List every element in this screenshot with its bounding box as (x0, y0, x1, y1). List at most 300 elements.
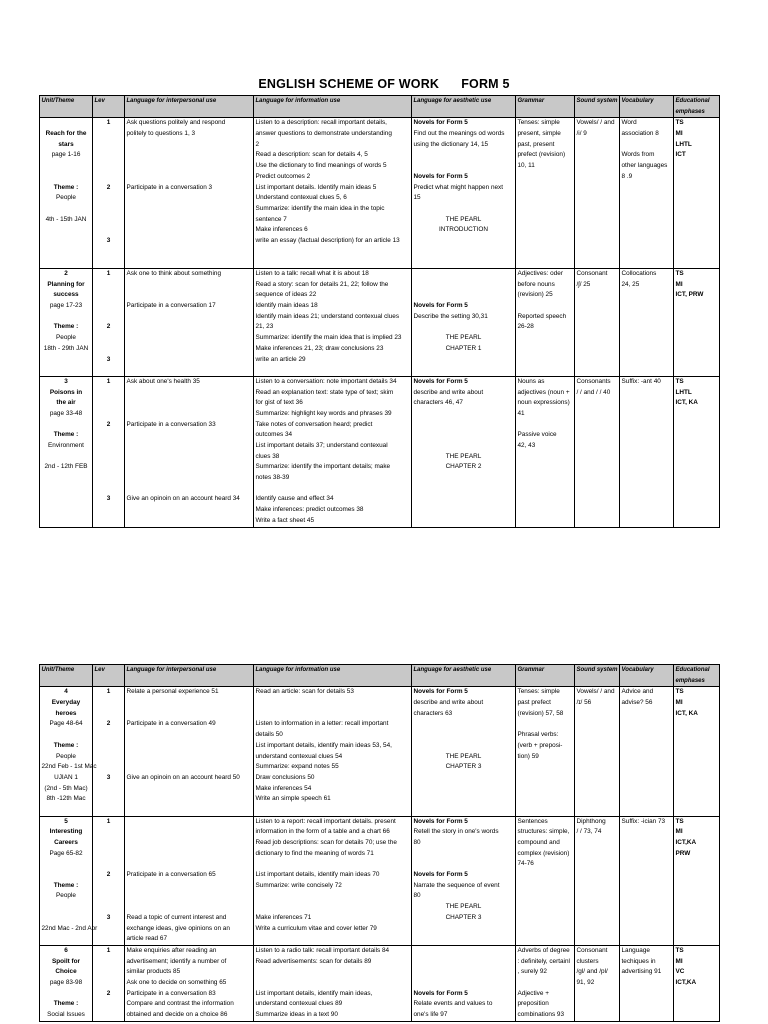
information-cell (254, 687, 412, 816)
cell-line: LHTL (675, 140, 692, 148)
cell-line (518, 494, 573, 505)
cell-line (676, 719, 718, 730)
cell-line: 2nd - 12th FEB (44, 463, 88, 471)
cell-line (676, 193, 718, 204)
cell-line: Novels for Form 5 (413, 172, 468, 180)
cell-line (577, 805, 618, 816)
cell-line: describe and write about (413, 388, 484, 396)
cell-line: sequence of ideas 22 (255, 291, 317, 299)
cell-line (622, 290, 672, 301)
unit-theme-cell (40, 376, 93, 527)
cell-line: Take notes of conversation heard; predict (255, 420, 373, 428)
cell-line: Read a description: scan for details 4, 5 (255, 151, 368, 159)
grammar-cell (516, 118, 575, 269)
cell-line (127, 333, 252, 344)
cell-line (676, 355, 718, 366)
cell-line (577, 741, 618, 752)
cell-line: TS (675, 270, 684, 278)
cell-line (577, 989, 618, 1000)
cell-line (622, 462, 672, 473)
cell-line (676, 494, 718, 505)
cell-line (127, 849, 252, 860)
cell-line (414, 355, 514, 366)
cell-line (414, 161, 514, 172)
unit-row (40, 269, 720, 377)
cell-line: Theme : (53, 881, 79, 889)
cell-line (676, 784, 718, 795)
cell-line: Ask questions politely and respond (126, 119, 226, 127)
cell-line (127, 193, 252, 204)
cell-line (127, 388, 252, 399)
cell-line (577, 257, 618, 268)
cell-line (414, 957, 514, 968)
cell-line (414, 967, 514, 978)
cell-line (127, 398, 252, 409)
cell-line (577, 913, 618, 924)
cell-line (256, 247, 410, 258)
cell-line: 18th - 29th JAN (43, 344, 89, 352)
cell-line (577, 838, 618, 849)
header-cell: Sound system (575, 665, 620, 687)
cell-line (95, 827, 123, 838)
cell-line (622, 365, 672, 376)
cell-line: past, present (517, 140, 555, 148)
cell-line (95, 388, 123, 399)
cell-line (518, 719, 573, 730)
cell-line (676, 870, 718, 881)
cell-line (577, 752, 618, 763)
interpersonal-cell (125, 816, 254, 945)
cell-line: 22nd Feb - 1st Mac (41, 763, 97, 771)
cell-line (42, 355, 91, 366)
cell-line (577, 719, 618, 730)
cell-line: Read a topic of current interest and (126, 913, 227, 921)
cell-line (518, 924, 573, 935)
cell-line (676, 409, 718, 420)
cell-line (414, 978, 514, 989)
cell-line (127, 881, 252, 892)
cell-line: details 50 (255, 731, 283, 739)
cell-line: clues 38 (255, 452, 280, 460)
grammar-cell (516, 376, 575, 527)
cell-line: 2 (106, 323, 111, 331)
cell-line (622, 838, 672, 849)
cell-line (577, 773, 618, 784)
cell-line (127, 225, 252, 236)
cell-line: Spoilt for (51, 957, 81, 965)
cell-line (42, 247, 91, 258)
cell-line: Summarize: identify the main idea that is implied 23 (255, 334, 402, 342)
cell-line (127, 344, 252, 355)
cell-line (518, 891, 573, 902)
cell-line (42, 484, 91, 495)
cell-line (127, 741, 252, 752)
cell-line (622, 849, 672, 860)
cell-line (414, 934, 514, 945)
cell-line: Reported speech (517, 312, 567, 320)
cell-line (95, 150, 123, 161)
cell-line (622, 902, 672, 913)
cell-line: Write an simple speech 61 (255, 795, 331, 803)
cell-line (127, 215, 252, 226)
cell-line (42, 505, 91, 516)
cell-line (577, 505, 618, 516)
cell-line: the air (56, 399, 76, 407)
cell-line (256, 934, 410, 945)
cell-line: Make enquiries after reading an (126, 946, 217, 954)
cell-line (414, 516, 514, 527)
cell-line (577, 365, 618, 376)
cell-line (676, 473, 718, 484)
cell-line (518, 805, 573, 816)
cell-line: 74-76 (517, 860, 534, 868)
cell-line (622, 257, 672, 268)
cell-line: Predict what might happen next (413, 183, 504, 191)
cell-line (622, 1010, 672, 1021)
cell-line: Choice (55, 968, 77, 976)
cell-line (95, 247, 123, 258)
cell-line: Use the dictionary to find meanings of words 5 (255, 162, 387, 170)
cell-line: page 17-23 (49, 302, 83, 310)
cell-line (577, 730, 618, 741)
cell-line (42, 989, 91, 1000)
cell-line (676, 999, 718, 1010)
cell-line (95, 365, 123, 376)
cell-line (676, 215, 718, 226)
cell-line (518, 333, 573, 344)
cell-line (622, 322, 672, 333)
cell-line (577, 247, 618, 258)
cell-line: /ʃ/ 25 (576, 280, 591, 288)
cell-line (95, 333, 123, 344)
cell-line: Summarize: write concisely 72 (255, 881, 342, 889)
cell-line (622, 344, 672, 355)
cell-line: Describe the setting 30,31 (413, 312, 488, 320)
cell-line: 41 (517, 409, 525, 417)
cell-line (414, 150, 514, 161)
cell-line (622, 484, 672, 495)
cell-line: Passive voice (517, 431, 557, 439)
cell-line (518, 193, 573, 204)
cell-line (127, 204, 252, 215)
cell-line (95, 161, 123, 172)
cell-line: 1 (106, 377, 111, 385)
cell-line (256, 709, 410, 720)
cell-line: Adjectives: oder (517, 270, 563, 278)
cell-line: past prefect (517, 699, 551, 707)
cell-line (414, 365, 514, 376)
cell-line (256, 859, 410, 870)
cell-line: /ɪ/ 56 (576, 699, 592, 707)
level-cell (93, 269, 125, 377)
cell-line: Vowels/ / and (576, 119, 615, 127)
cell-line (676, 881, 718, 892)
cell-line (676, 247, 718, 258)
cell-line: obtained and decide on a choice 86 (126, 1011, 228, 1019)
cell-line (414, 784, 514, 795)
cell-line (127, 365, 252, 376)
information-cell (254, 118, 412, 269)
cell-line (95, 280, 123, 291)
cell-line: CHAPTER 1 (445, 344, 482, 352)
cell-line: Predict outcomes 2 (255, 172, 311, 180)
cell-line (95, 473, 123, 484)
cell-line: Theme : (53, 1000, 79, 1008)
cell-line (577, 290, 618, 301)
cell-line (577, 494, 618, 505)
cell-line (577, 452, 618, 463)
cell-line (95, 784, 123, 795)
cell-line (577, 859, 618, 870)
cell-line (577, 709, 618, 720)
cell-line (622, 204, 672, 215)
cell-line (577, 398, 618, 409)
cell-line: : definitely, certainl (517, 957, 570, 965)
cell-line (676, 462, 718, 473)
cell-line (518, 762, 573, 773)
cell-line (256, 902, 410, 913)
cell-line (127, 355, 252, 366)
cell-line: People (56, 752, 76, 760)
cell-line: 2 (106, 989, 111, 997)
cell-line (95, 172, 123, 183)
cell-line (518, 784, 573, 795)
cell-line (414, 505, 514, 516)
cell-line: Listen to a talk: recall what it is about 18 (255, 270, 369, 278)
cell-line (42, 805, 91, 816)
header-cell: Unit/Theme (40, 665, 93, 687)
cell-line (577, 344, 618, 355)
cell-line: THE PEARL (445, 215, 482, 223)
cell-line: 3 (106, 236, 111, 244)
cell-line (622, 978, 672, 989)
cell-line (622, 989, 672, 1000)
cell-line: sentence 7 (255, 215, 287, 223)
cell-line (518, 881, 573, 892)
cell-line: Write a curriculum vitae and cover letter 79 (255, 924, 377, 932)
cell-line (256, 365, 410, 376)
cell-line (622, 505, 672, 516)
cell-line (127, 290, 252, 301)
cell-line (622, 388, 672, 399)
cell-line (414, 719, 514, 730)
cell-line: List important details. Identify main ideas 5 (255, 183, 377, 191)
information-cell (254, 376, 412, 527)
cell-line (95, 257, 123, 268)
cell-line (622, 870, 672, 881)
educational-emphases-cell (674, 816, 720, 945)
cell-line: (revision) 57, 58 (517, 709, 564, 717)
cell-line: Phrasal verbs: (517, 731, 559, 739)
cell-line (95, 301, 123, 312)
cell-line: Make inferences 71 (255, 913, 312, 921)
cell-line (577, 870, 618, 881)
cell-line (414, 794, 514, 805)
cell-line (622, 215, 672, 226)
cell-line (518, 183, 573, 194)
cell-line: clusters (576, 957, 599, 965)
cell-line (622, 247, 672, 258)
cell-line: exchange ideas, give opinions on an (126, 924, 230, 932)
cell-line: Theme : (53, 741, 79, 749)
cell-line (577, 193, 618, 204)
cell-line (622, 430, 672, 441)
cell-line (622, 741, 672, 752)
cell-line (127, 247, 252, 258)
unit-theme-cell (40, 269, 93, 377)
cell-line (518, 355, 573, 366)
cell-line (414, 859, 514, 870)
cell-line (518, 913, 573, 924)
cell-line: write an article 29 (255, 355, 306, 363)
cell-line: for gist of text 36 (255, 399, 303, 407)
cell-line (577, 322, 618, 333)
cell-line: Page 65-82 (49, 849, 83, 857)
header-cell: Lev (93, 665, 125, 687)
cell-line: Identify cause and effect 34 (255, 495, 334, 503)
cell-line (127, 902, 252, 913)
cell-line (95, 999, 123, 1010)
cell-line: MI (675, 280, 683, 288)
cell-line: Summarize: identify the important details; make (255, 463, 391, 471)
cell-line: Advice and (621, 688, 654, 696)
aesthetic-cell (412, 376, 516, 527)
cell-line (676, 301, 718, 312)
document-title: ENGLISH SCHEME OF WORK FORM 5 (258, 77, 510, 91)
sound-system-cell (575, 816, 620, 945)
cell-line (518, 172, 573, 183)
cell-line: UJIAN 1 (54, 773, 78, 781)
header-cell: Sound system (575, 96, 620, 118)
cell-line (622, 333, 672, 344)
cell-line (518, 225, 573, 236)
cell-line (676, 805, 718, 816)
cell-line: ICT, PRW (675, 291, 704, 299)
unit-theme-cell (40, 687, 97, 816)
cell-line (622, 516, 672, 527)
cell-line (676, 924, 718, 935)
cell-line (127, 805, 252, 816)
cell-line (256, 484, 410, 495)
cell-line (577, 794, 618, 805)
interpersonal-cell (125, 269, 254, 377)
cell-line (95, 891, 123, 902)
cell-line (622, 934, 672, 945)
cell-line (622, 881, 672, 892)
cell-line (622, 730, 672, 741)
cell-line (518, 236, 573, 247)
cell-line: / / 73, 74 (576, 828, 602, 836)
cell-line: TS (675, 119, 684, 127)
cell-line: characters 63 (413, 709, 453, 717)
cell-line (518, 505, 573, 516)
cell-line (622, 784, 672, 795)
cell-line: dictionary to find the meaning of words 71 (255, 849, 374, 857)
cell-line: 6 (64, 946, 68, 954)
cell-line: , surely 92 (517, 968, 547, 976)
unit-row (40, 945, 720, 1021)
cell-line (127, 817, 252, 828)
cell-line: Planning for (47, 280, 85, 288)
cell-line (95, 441, 123, 452)
cell-line (622, 913, 672, 924)
cell-line: 80 (413, 839, 421, 847)
cell-line (676, 484, 718, 495)
cell-line (577, 204, 618, 215)
cell-line (622, 999, 672, 1010)
cell-line (95, 967, 123, 978)
cell-line (95, 902, 123, 913)
cell-line (676, 730, 718, 741)
cell-line: Theme : (53, 431, 79, 439)
cell-line: ICT, KA (675, 399, 698, 407)
cell-line: Collocations (621, 270, 657, 278)
cell-line: noun expressions) (517, 399, 570, 407)
cell-line (127, 752, 252, 763)
cell-line: 1 (106, 946, 111, 954)
educational-emphases-cell (674, 687, 720, 816)
cell-line (95, 225, 123, 236)
vocabulary-cell (620, 269, 674, 377)
cell-line: 15 (413, 194, 421, 202)
cell-line (95, 1010, 123, 1021)
cell-line: 42, 43 (517, 442, 536, 450)
cell-line (622, 794, 672, 805)
cell-line: Social Issues (47, 1011, 85, 1019)
cell-line: Summarize: identify the main idea in the topic (255, 204, 385, 212)
cell-line (95, 934, 123, 945)
cell-line (622, 441, 672, 452)
cell-line (127, 709, 252, 720)
cell-line: Listen to information in a letter: recall important (255, 720, 389, 728)
cell-line: Tenses: simple (517, 688, 560, 696)
cell-line (622, 473, 672, 484)
unit-theme-cell (40, 816, 98, 945)
cell-line: page 1-16 (51, 151, 81, 159)
cell-line: Listen to a report: recall important details. present (255, 817, 396, 825)
cell-line (414, 409, 514, 420)
cell-line (95, 129, 123, 140)
cell-line: 5 (64, 817, 68, 825)
cell-line (414, 420, 514, 431)
cell-line: MI (675, 828, 683, 836)
cell-line: /i/ 9 (576, 130, 587, 138)
cell-line: tion) 59 (517, 752, 539, 760)
cell-line: Suffix: -ant 40 (621, 377, 661, 385)
cell-line (414, 849, 514, 860)
cell-line (676, 516, 718, 527)
cell-line: adjectives (noun + (517, 388, 570, 396)
cell-line: 91, 92 (576, 978, 595, 986)
interpersonal-cell (125, 376, 254, 527)
cell-line (42, 225, 91, 236)
cell-line: Word (621, 119, 637, 127)
cell-line: List important details 37; understand contexual (255, 442, 388, 450)
cell-line: Careers (54, 839, 78, 847)
cell-line: Give an opinoin on an account heard 50 (126, 773, 240, 781)
cell-line (577, 881, 618, 892)
cell-line (676, 741, 718, 752)
cell-line: List important details, identify main ideas, (255, 989, 373, 997)
cell-line: Read an article: scan for details 53 (255, 688, 354, 696)
cell-line (42, 730, 91, 741)
cell-line (622, 398, 672, 409)
cell-line (577, 172, 618, 183)
cell-line (414, 741, 514, 752)
cell-line (676, 344, 718, 355)
cell-line (42, 934, 91, 945)
cell-line: describe and write about (413, 699, 484, 707)
